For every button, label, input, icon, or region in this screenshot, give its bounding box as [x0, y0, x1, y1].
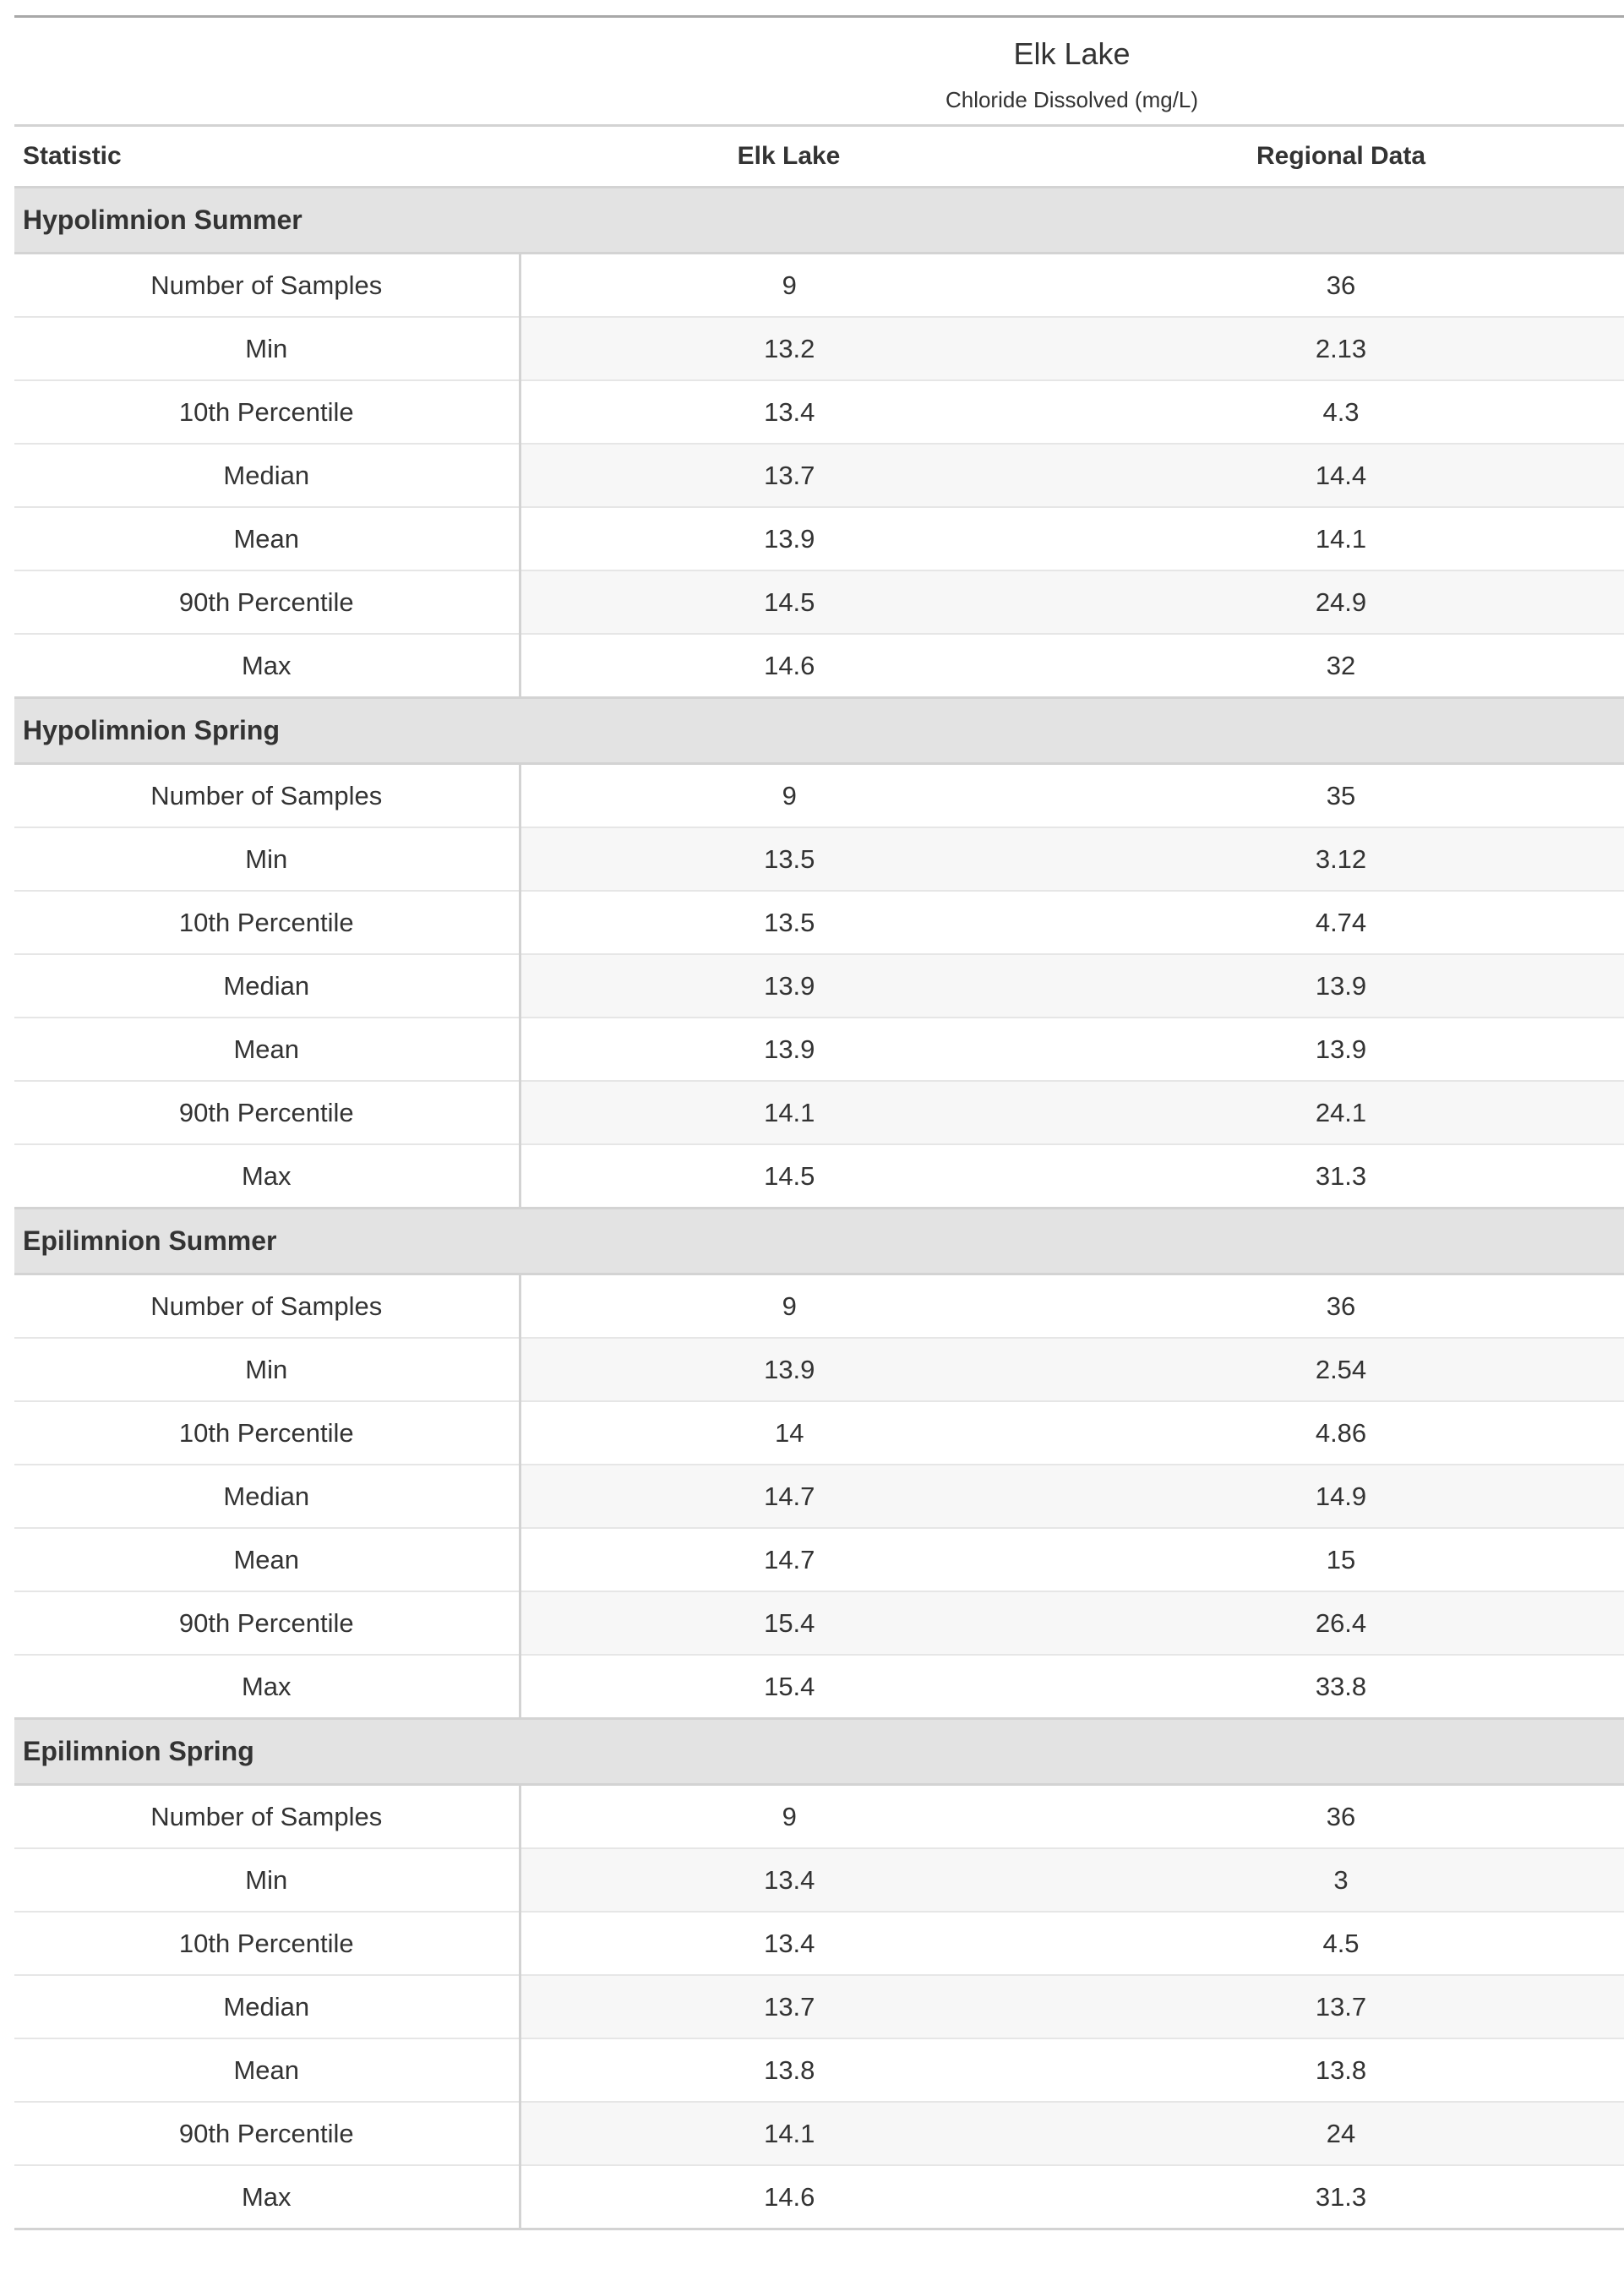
statistic-label-cell: 90th Percentile: [14, 1591, 520, 1655]
statistic-label-cell: Number of Samples: [14, 1785, 520, 1849]
regional-value-cell: 13.9: [1058, 1018, 1624, 1081]
elk-lake-value-cell: 13.5: [520, 827, 1058, 891]
table-row: [14, 570, 1624, 634]
regional-value-cell: 4.74: [1058, 891, 1624, 954]
statistic-label-cell: Min: [14, 1848, 520, 1912]
summary-statistics-table: [14, 15, 1624, 2230]
table-row: [14, 1591, 1624, 1655]
regional-value-cell: 33.8: [1058, 1655, 1624, 1719]
subtitle-row: [14, 79, 1624, 126]
regional-value-cell: 31.3: [1058, 1144, 1624, 1209]
table-row: [14, 1912, 1624, 1975]
table-row: [14, 444, 1624, 507]
column-header-statistic: Statistic: [14, 126, 520, 188]
table-row: [14, 827, 1624, 891]
elk-lake-value-cell: 14.6: [520, 634, 1058, 698]
statistic-label-cell: 10th Percentile: [14, 891, 520, 954]
elk-lake-value-cell: 9: [520, 1274, 1058, 1339]
statistic-label-cell: Median: [14, 1465, 520, 1528]
regional-value-cell: 3: [1058, 1848, 1624, 1912]
column-header-elk-lake: Elk Lake: [520, 126, 1058, 188]
statistic-label-cell: Number of Samples: [14, 1274, 520, 1339]
table-row: [14, 1401, 1624, 1465]
elk-lake-value-cell: 14.5: [520, 570, 1058, 634]
regional-value-cell: 14.1: [1058, 507, 1624, 570]
elk-lake-value-cell: 13.9: [520, 1018, 1058, 1081]
group-header-row: [14, 1719, 1624, 1785]
title-cell: [520, 17, 1624, 79]
table-row: [14, 1144, 1624, 1209]
statistic-label-cell: Mean: [14, 507, 520, 570]
elk-lake-value-cell: 13.5: [520, 891, 1058, 954]
table-row: [14, 1465, 1624, 1528]
table-row: [14, 1338, 1624, 1401]
regional-value-cell: 26.4: [1058, 1591, 1624, 1655]
title-row: [14, 17, 1624, 79]
table-row: [14, 634, 1624, 698]
statistic-label-cell: Mean: [14, 2038, 520, 2102]
regional-value-cell: 14.4: [1058, 444, 1624, 507]
regional-value-cell: 31.3: [1058, 2165, 1624, 2229]
regional-value-cell: 2.54: [1058, 1338, 1624, 1401]
table-row: [14, 1528, 1624, 1591]
table-row: [14, 764, 1624, 828]
elk-lake-value-cell: 13.8: [520, 2038, 1058, 2102]
regional-value-cell: 4.86: [1058, 1401, 1624, 1465]
regional-value-cell: 15: [1058, 1528, 1624, 1591]
elk-lake-value-cell: 15.4: [520, 1591, 1058, 1655]
elk-lake-value-cell: 9: [520, 1785, 1058, 1849]
elk-lake-value-cell: 13.9: [520, 954, 1058, 1018]
table-row: [14, 254, 1624, 318]
regional-value-cell: 24: [1058, 2102, 1624, 2165]
elk-lake-value-cell: 14.7: [520, 1465, 1058, 1528]
table-row: [14, 1785, 1624, 1849]
statistic-label-cell: Min: [14, 1338, 520, 1401]
regional-value-cell: 36: [1058, 1785, 1624, 1849]
title-spacer: [14, 17, 520, 79]
regional-value-cell: 14.9: [1058, 1465, 1624, 1528]
table-body: [14, 188, 1624, 2229]
statistic-label-cell: 10th Percentile: [14, 1401, 520, 1465]
statistic-label-cell: Max: [14, 634, 520, 698]
regional-value-cell: 4.3: [1058, 380, 1624, 444]
regional-value-cell: 3.12: [1058, 827, 1624, 891]
statistic-label-cell: Median: [14, 954, 520, 1018]
summary-table-container: [14, 15, 1624, 2230]
statistic-label-cell: Number of Samples: [14, 254, 520, 318]
group-label: Epilimnion Spring: [14, 1719, 1624, 1785]
statistic-label-cell: 90th Percentile: [14, 570, 520, 634]
table-row: [14, 1274, 1624, 1339]
table-header: [14, 17, 1624, 188]
elk-lake-value-cell: 13.7: [520, 1975, 1058, 2038]
regional-value-cell: 24.9: [1058, 570, 1624, 634]
table-row: [14, 1081, 1624, 1144]
elk-lake-value-cell: 14.1: [520, 1081, 1058, 1144]
elk-lake-value-cell: 14.6: [520, 2165, 1058, 2229]
table-row: [14, 317, 1624, 380]
table-row: [14, 2102, 1624, 2165]
column-header-regional-data: Regional Data: [1058, 126, 1624, 188]
statistic-label-cell: 10th Percentile: [14, 380, 520, 444]
statistic-label-cell: Mean: [14, 1528, 520, 1591]
group-header-row: [14, 1209, 1624, 1274]
group-label: Hypolimnion Spring: [14, 698, 1624, 764]
elk-lake-value-cell: 14.7: [520, 1528, 1058, 1591]
group-header-row: [14, 188, 1624, 254]
statistic-label-cell: Median: [14, 444, 520, 507]
group-label: Epilimnion Summer: [14, 1209, 1624, 1274]
subtitle-spacer: [14, 79, 520, 126]
elk-lake-value-cell: 9: [520, 764, 1058, 828]
regional-value-cell: 13.9: [1058, 954, 1624, 1018]
table-row: [14, 1848, 1624, 1912]
statistic-label-cell: Max: [14, 1144, 520, 1209]
statistic-label-cell: Min: [14, 827, 520, 891]
elk-lake-value-cell: 13.9: [520, 1338, 1058, 1401]
statistic-label-cell: Max: [14, 2165, 520, 2229]
regional-value-cell: 24.1: [1058, 1081, 1624, 1144]
elk-lake-value-cell: 13.7: [520, 444, 1058, 507]
statistic-label-cell: Mean: [14, 1018, 520, 1081]
subtitle-cell: [520, 79, 1624, 126]
statistic-label-cell: 90th Percentile: [14, 2102, 520, 2165]
statistic-label-cell: 10th Percentile: [14, 1912, 520, 1975]
elk-lake-value-cell: 15.4: [520, 1655, 1058, 1719]
elk-lake-value-cell: 13.4: [520, 1912, 1058, 1975]
statistic-label-cell: 90th Percentile: [14, 1081, 520, 1144]
regional-value-cell: 4.5: [1058, 1912, 1624, 1975]
regional-value-cell: 32: [1058, 634, 1624, 698]
group-header-row: [14, 698, 1624, 764]
statistic-label-cell: Max: [14, 1655, 520, 1719]
table-row: [14, 2165, 1624, 2229]
table-row: [14, 507, 1624, 570]
table-row: [14, 1655, 1624, 1719]
table-row: [14, 891, 1624, 954]
table-row: [14, 2038, 1624, 2102]
elk-lake-value-cell: 9: [520, 254, 1058, 318]
elk-lake-value-cell: 13.4: [520, 1848, 1058, 1912]
regional-value-cell: 35: [1058, 764, 1624, 828]
table-row: [14, 380, 1624, 444]
table-row: [14, 1018, 1624, 1081]
table-subtitle: Chloride Dissolved (mg/L): [945, 87, 1199, 112]
statistic-label-cell: Number of Samples: [14, 764, 520, 828]
elk-lake-value-cell: 13.4: [520, 380, 1058, 444]
table-title: Elk Lake: [1013, 36, 1131, 71]
elk-lake-value-cell: 14.1: [520, 2102, 1058, 2165]
group-label: Hypolimnion Summer: [14, 188, 1624, 254]
regional-value-cell: 2.13: [1058, 317, 1624, 380]
table-row: [14, 954, 1624, 1018]
elk-lake-value-cell: 14: [520, 1401, 1058, 1465]
statistic-label-cell: Min: [14, 317, 520, 380]
elk-lake-value-cell: 14.5: [520, 1144, 1058, 1209]
elk-lake-value-cell: 13.2: [520, 317, 1058, 380]
regional-value-cell: 13.7: [1058, 1975, 1624, 2038]
statistic-label-cell: Median: [14, 1975, 520, 2038]
regional-value-cell: 36: [1058, 1274, 1624, 1339]
regional-value-cell: 13.8: [1058, 2038, 1624, 2102]
elk-lake-value-cell: 13.9: [520, 507, 1058, 570]
regional-value-cell: 36: [1058, 254, 1624, 318]
column-header-row: [14, 126, 1624, 188]
table-row: [14, 1975, 1624, 2038]
